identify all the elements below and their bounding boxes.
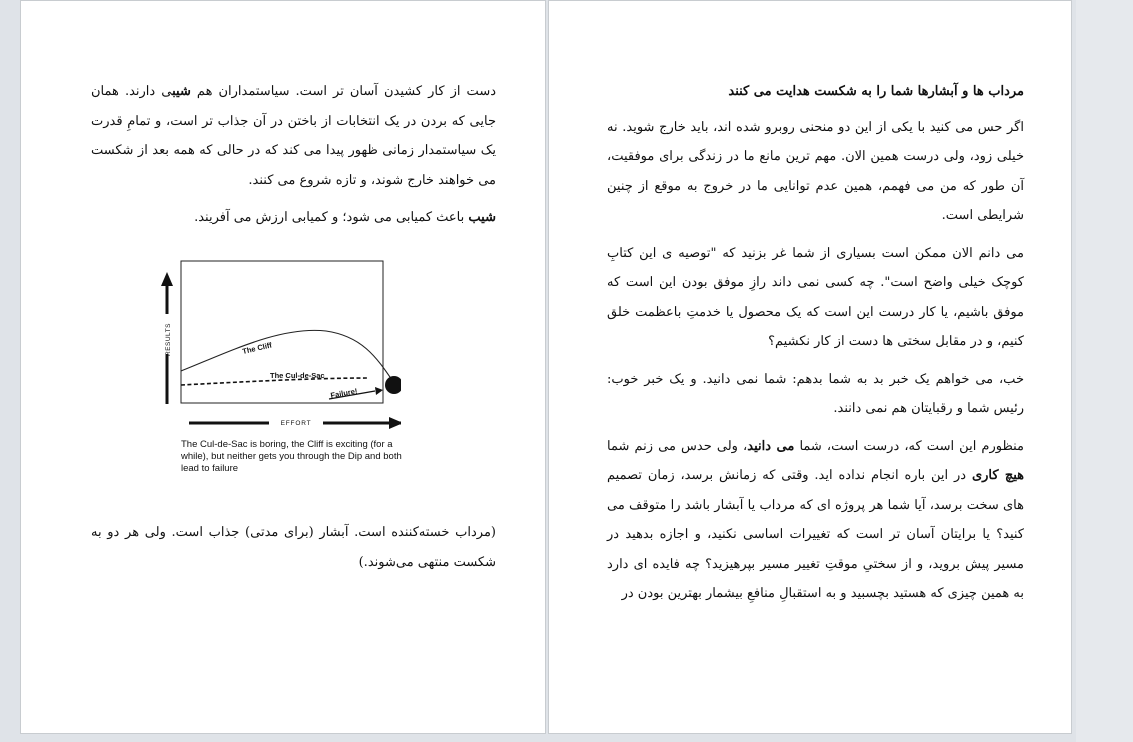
bold-phrase-you-know: می دانید bbox=[747, 438, 795, 454]
right-text-column bbox=[607, 77, 1024, 617]
right-page bbox=[548, 0, 1072, 734]
bold-phrase-nothing: هیچ کاری bbox=[971, 468, 1024, 483]
figure-caption: The Cul-de-Sac is boring, the Cliff is exciting (for a while), but neither gets you through the Dip and both lead to failure bbox=[181, 439, 402, 474]
y-axis-label: RESULTS bbox=[165, 323, 172, 356]
x-axis-label: EFFORT bbox=[280, 420, 312, 427]
right-paragraph-1: اگر حس می کنید با یکی از این دو منحنی روبرو شده اند، باید خارج شوید. نه خیلی زود، ولی درست همین الان. مهم ترین مانع ما در زندگی برای موفقیت، آن طور که من می فهمم، همین عدم توانایی ما در خروج به موقع از چنین شرایطی است. bbox=[607, 119, 1024, 223]
x-axis-arrowhead bbox=[389, 417, 401, 429]
left-page bbox=[20, 0, 546, 734]
failure-label: Failure! bbox=[329, 386, 359, 400]
left-text-column-bottom bbox=[91, 518, 496, 585]
right-paragraph-2: می دانم الان ممکن است بسیاری از شما غر بزنید که "توصیه ی این کتابِ کوچک خیلی واضح است". چه کسی نمی داند رازِ موفق بودن این است که موفق باشیم، یا کار درست این است که یک محصول یا خدمتِ باعظمت خلق کنیم، و در مقابل سختی ها دست از کار نکشیم؟ bbox=[607, 245, 1024, 349]
left-paragraph-2: شیب باعث کمیابی می شود؛ و کمیابی ارزش می آفریند. bbox=[194, 210, 496, 225]
left-paragraph-3: (مرداب خسته‌کننده است. آبشار (برای مدتی) جذاب است. ولی هر دو به شکست منتهی می‌شوند.) bbox=[91, 525, 496, 570]
cliff-label: The Cliff bbox=[241, 340, 273, 356]
viewer-gutter bbox=[1076, 0, 1133, 742]
y-axis-arrowhead bbox=[161, 272, 173, 286]
right-paragraph-4: منظورم این است که، درست است، شما می دانید، ولی حدس می زنم شما هیچ کاری در این باره انجام نداده اید. وقتی که زمانش برسد، زمان تصمیم های سخت برسد، آیا شما هر پروژه ای که مرداب یا آبشار باشد را متوقف می کنید؟ یا برایتان آسان تر است که تغییرات اساسی نکنید، و اجازه بدهید در مسیر پیش بروید، و از سختیِ موقتِ تغییر مسیر بپرهیزید؟ چه فایده ای دارد به همین چیزی که هستید بچسبید و به استقبالِ منافعِ بیشمار بهترین بودن در bbox=[607, 438, 1025, 601]
bold-term-dip: شیب bbox=[468, 210, 496, 225]
bold-term-dip: شیب bbox=[172, 84, 191, 99]
left-text-column bbox=[91, 77, 496, 241]
section-heading: مرداب ها و آبشارها شما را به شکست هدایت می کنند bbox=[728, 84, 1024, 99]
failure-arrowhead bbox=[375, 387, 383, 395]
figure-frame bbox=[181, 261, 383, 403]
right-paragraph-3: خب، می خواهم یک خبر بد به شما بدهم: شما نمی دانید. و یک خبر خوب: رئیس شما و رقبایتان هم نمی دانند. bbox=[607, 371, 1024, 416]
culdesac-label: The Cul-de-Sac bbox=[270, 371, 325, 380]
left-paragraph-1: دست از کار کشیدن آسان تر است. سیاستمداران هم شیبی دارند. همان جایی که بردن در یک انتخابات از باختن در آن جذاب تر است، و تمامِ قدرت یک سیاستمدار زمانی ظهور پیدا می کند که در حالی که همه بعد از شکست می خواهند خارج شوند، و تازه شروع می کنند. bbox=[91, 84, 496, 188]
failure-point bbox=[385, 376, 401, 394]
